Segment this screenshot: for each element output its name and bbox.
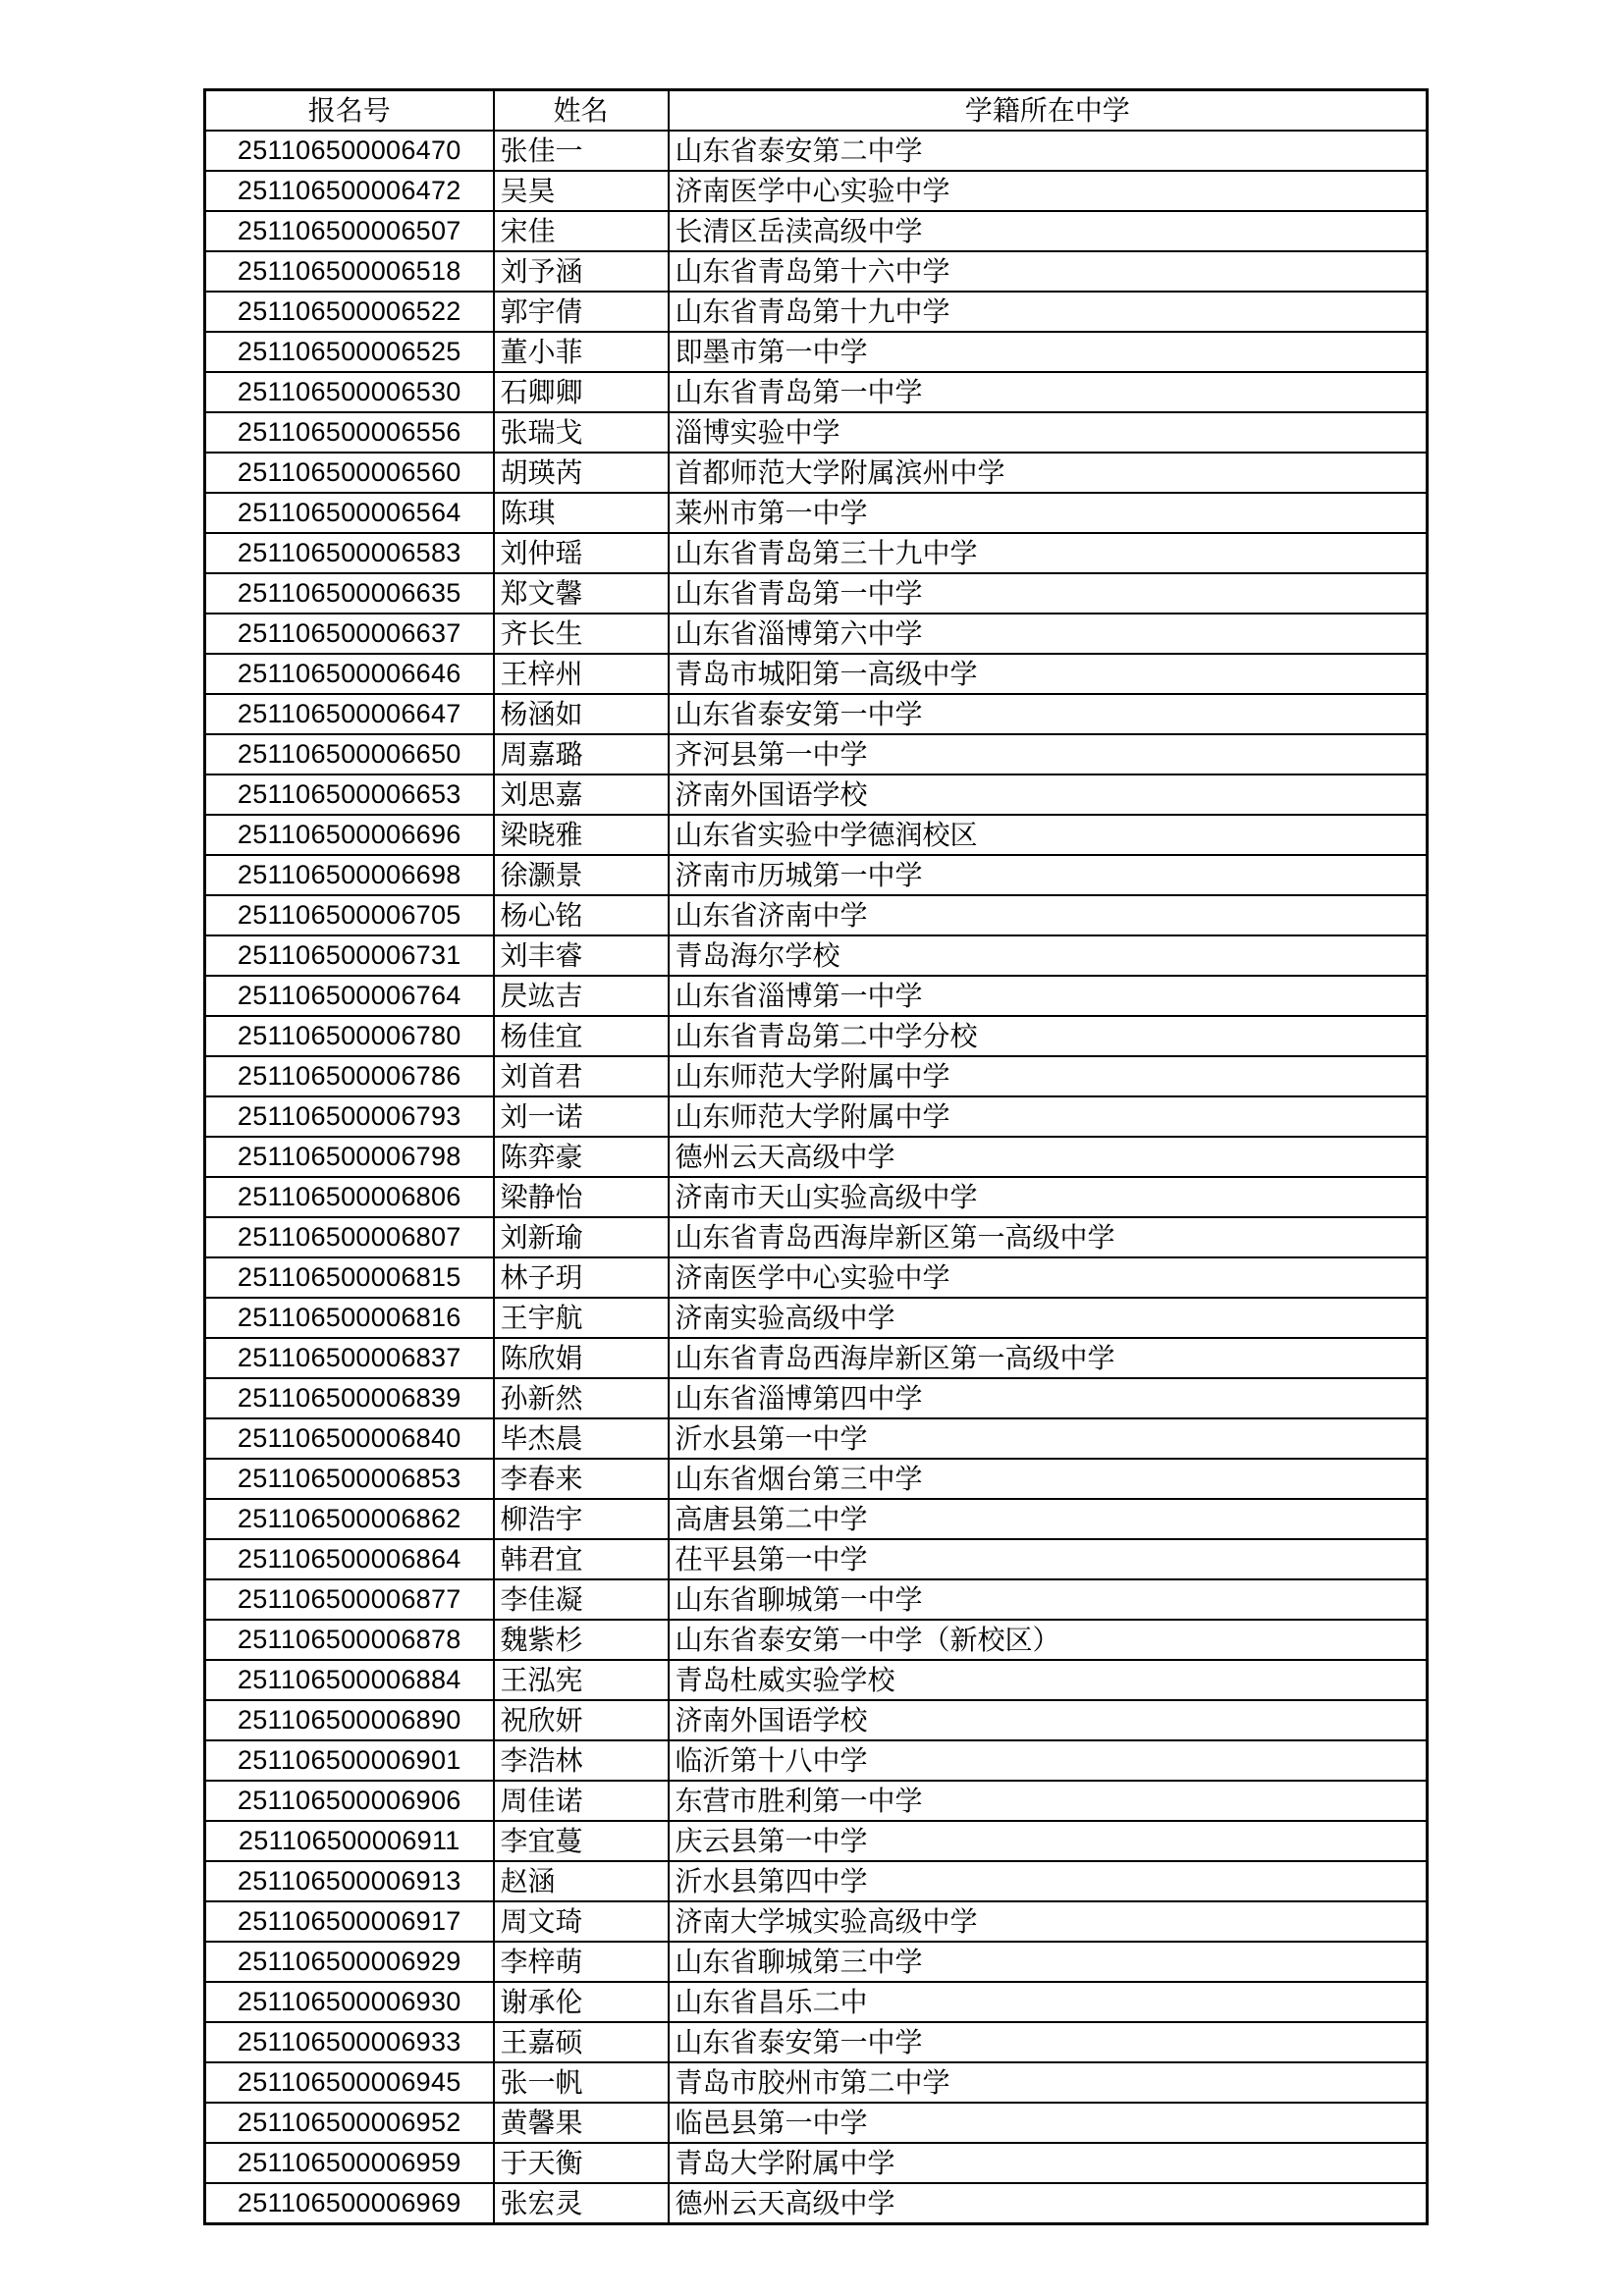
registration-number-cell: 251106500006906 [205, 1781, 494, 1821]
school-name-cell: 沂水县第一中学 [669, 1418, 1428, 1459]
registration-number-cell: 251106500006864 [205, 1539, 494, 1579]
student-name-cell: 刘丰睿 [494, 935, 669, 976]
roster-body [205, 131, 1428, 2224]
table-row [205, 1781, 1428, 1821]
registration-number-cell: 251106500006786 [205, 1056, 494, 1096]
student-name-cell: 林子玥 [494, 1257, 669, 1298]
table-row [205, 1137, 1428, 1177]
school-name-cell: 山东师范大学附属中学 [669, 1056, 1428, 1096]
school-name-cell: 山东省青岛西海岸新区第一高级中学 [669, 1338, 1428, 1378]
registration-number-cell: 251106500006780 [205, 1016, 494, 1056]
registration-number-cell: 251106500006646 [205, 654, 494, 694]
table-row [205, 211, 1428, 251]
table-row [205, 654, 1428, 694]
table-row [205, 292, 1428, 332]
registration-number-cell: 251106500006583 [205, 533, 494, 573]
student-name-cell: 黄馨果 [494, 2103, 669, 2143]
school-name-cell: 济南大学城实验高级中学 [669, 1901, 1428, 1942]
school-name-cell: 山东省淄博第六中学 [669, 614, 1428, 654]
roster-table [203, 88, 1429, 2225]
student-name-cell: 孙新然 [494, 1378, 669, 1418]
table-row [205, 895, 1428, 935]
registration-number-cell: 251106500006901 [205, 1740, 494, 1781]
registration-number-cell: 251106500006522 [205, 292, 494, 332]
registration-number-cell: 251106500006815 [205, 1257, 494, 1298]
school-name-cell: 德州云天高级中学 [669, 2183, 1428, 2224]
table-row [205, 1056, 1428, 1096]
school-name-cell: 山东省烟台第三中学 [669, 1459, 1428, 1499]
school-name-cell: 济南医学中心实验中学 [669, 1257, 1428, 1298]
registration-number-cell: 251106500006556 [205, 412, 494, 453]
registration-number-cell: 251106500006933 [205, 2022, 494, 2062]
school-name-cell: 山东省青岛西海岸新区第一高级中学 [669, 1217, 1428, 1257]
student-name-cell: 杨心铭 [494, 895, 669, 935]
table-row [205, 2022, 1428, 2062]
table-row [205, 1338, 1428, 1378]
student-name-cell: 柳浩宇 [494, 1499, 669, 1539]
table-row [205, 935, 1428, 976]
student-name-cell: 刘新瑜 [494, 1217, 669, 1257]
registration-number-cell: 251106500006959 [205, 2143, 494, 2183]
registration-number-cell: 251106500006764 [205, 976, 494, 1016]
student-name-cell: 王泓宪 [494, 1660, 669, 1700]
student-name-cell: 韩君宜 [494, 1539, 669, 1579]
student-name-cell: 赵涵 [494, 1861, 669, 1901]
student-name-cell: 李佳凝 [494, 1579, 669, 1620]
table-row [205, 1861, 1428, 1901]
table-row [205, 1257, 1428, 1298]
school-name-cell: 临沂第十八中学 [669, 1740, 1428, 1781]
student-name-cell: 周嘉璐 [494, 734, 669, 774]
table-row [205, 493, 1428, 533]
school-name-cell: 山东省济南中学 [669, 895, 1428, 935]
table-row [205, 251, 1428, 292]
table-row [205, 1700, 1428, 1740]
school-name-cell: 齐河县第一中学 [669, 734, 1428, 774]
table-row [205, 1620, 1428, 1660]
registration-number-cell: 251106500006731 [205, 935, 494, 976]
table-row [205, 332, 1428, 372]
registration-number-cell: 251106500006969 [205, 2183, 494, 2224]
student-name-cell: 董小菲 [494, 332, 669, 372]
header-school: 学籍所在中学 [669, 90, 1428, 132]
school-name-cell: 庆云县第一中学 [669, 1821, 1428, 1861]
student-name-cell: 杨涵如 [494, 694, 669, 734]
student-name-cell: 李春来 [494, 1459, 669, 1499]
registration-number-cell: 251106500006877 [205, 1579, 494, 1620]
school-name-cell: 东营市胜利第一中学 [669, 1781, 1428, 1821]
school-name-cell: 山东省聊城第一中学 [669, 1579, 1428, 1620]
registration-number-cell: 251106500006884 [205, 1660, 494, 1700]
student-name-cell: 刘仲瑶 [494, 533, 669, 573]
registration-number-cell: 251106500006698 [205, 855, 494, 895]
school-name-cell: 济南实验高级中学 [669, 1298, 1428, 1338]
registration-number-cell: 251106500006518 [205, 251, 494, 292]
registration-number-cell: 251106500006525 [205, 332, 494, 372]
table-row [205, 1901, 1428, 1942]
registration-number-cell: 251106500006807 [205, 1217, 494, 1257]
student-name-cell: 齐长生 [494, 614, 669, 654]
school-name-cell: 山东省青岛第三十九中学 [669, 533, 1428, 573]
school-name-cell: 山东省青岛第十九中学 [669, 292, 1428, 332]
student-name-cell: 王嘉硕 [494, 2022, 669, 2062]
student-name-cell: 李宜蔓 [494, 1821, 669, 1861]
school-name-cell: 山东省泰安第二中学 [669, 131, 1428, 171]
student-name-cell: 周佳诺 [494, 1781, 669, 1821]
student-name-cell: 周文琦 [494, 1901, 669, 1942]
student-name-cell: 张宏灵 [494, 2183, 669, 2224]
school-name-cell: 山东省淄博第四中学 [669, 1378, 1428, 1418]
student-name-cell: 刘一诺 [494, 1096, 669, 1137]
student-name-cell: 李梓萌 [494, 1942, 669, 1982]
school-name-cell: 青岛市城阳第一高级中学 [669, 654, 1428, 694]
registration-number-cell: 251106500006837 [205, 1338, 494, 1378]
registration-number-cell: 251106500006564 [205, 493, 494, 533]
student-name-cell: 徐灏景 [494, 855, 669, 895]
school-name-cell: 临邑县第一中学 [669, 2103, 1428, 2143]
school-name-cell: 山东省实验中学德润校区 [669, 815, 1428, 855]
school-name-cell: 长清区岳渎高级中学 [669, 211, 1428, 251]
registration-number-cell: 251106500006507 [205, 211, 494, 251]
registration-number-cell: 251106500006470 [205, 131, 494, 171]
registration-number-cell: 251106500006878 [205, 1620, 494, 1660]
table-row [205, 1660, 1428, 1700]
school-name-cell: 淄博实验中学 [669, 412, 1428, 453]
student-name-cell: 杨佳宜 [494, 1016, 669, 1056]
school-name-cell: 济南市天山实验高级中学 [669, 1177, 1428, 1217]
student-name-cell: 张一帆 [494, 2062, 669, 2103]
registration-number-cell: 251106500006890 [205, 1700, 494, 1740]
school-name-cell: 山东省泰安第一中学 [669, 694, 1428, 734]
table-row [205, 855, 1428, 895]
table-row [205, 1942, 1428, 1982]
table-row [205, 976, 1428, 1016]
school-name-cell: 山东省聊城第三中学 [669, 1942, 1428, 1982]
table-row [205, 1579, 1428, 1620]
table-row [205, 2062, 1428, 2103]
table-row [205, 1982, 1428, 2022]
table-row [205, 1378, 1428, 1418]
table-row [205, 1459, 1428, 1499]
registration-number-cell: 251106500006911 [205, 1821, 494, 1861]
student-name-cell: 魏紫杉 [494, 1620, 669, 1660]
student-name-cell: 昃竑吉 [494, 976, 669, 1016]
school-name-cell: 山东省淄博第一中学 [669, 976, 1428, 1016]
student-name-cell: 李浩林 [494, 1740, 669, 1781]
registration-number-cell: 251106500006560 [205, 453, 494, 493]
school-name-cell: 山东师范大学附属中学 [669, 1096, 1428, 1137]
student-name-cell: 梁静怡 [494, 1177, 669, 1217]
registration-number-cell: 251106500006635 [205, 573, 494, 614]
student-name-cell: 陈琪 [494, 493, 669, 533]
registration-number-cell: 251106500006853 [205, 1459, 494, 1499]
school-name-cell: 青岛海尔学校 [669, 935, 1428, 976]
registration-number-cell: 251106500006793 [205, 1096, 494, 1137]
school-name-cell: 山东省青岛第十六中学 [669, 251, 1428, 292]
school-name-cell: 山东省青岛第一中学 [669, 573, 1428, 614]
student-name-cell: 王宇航 [494, 1298, 669, 1338]
student-name-cell: 毕杰晨 [494, 1418, 669, 1459]
student-name-cell: 陈弈豪 [494, 1137, 669, 1177]
registration-number-cell: 251106500006798 [205, 1137, 494, 1177]
registration-number-cell: 251106500006917 [205, 1901, 494, 1942]
registration-number-cell: 251106500006913 [205, 1861, 494, 1901]
registration-number-cell: 251106500006806 [205, 1177, 494, 1217]
student-name-cell: 祝欣妍 [494, 1700, 669, 1740]
registration-number-cell: 251106500006705 [205, 895, 494, 935]
school-name-cell: 山东省泰安第一中学 [669, 2022, 1428, 2062]
registration-number-cell: 251106500006862 [205, 1499, 494, 1539]
table-row [205, 1096, 1428, 1137]
header-name: 姓名 [494, 90, 669, 132]
school-name-cell: 首都师范大学附属滨州中学 [669, 453, 1428, 493]
registration-number-cell: 251106500006930 [205, 1982, 494, 2022]
student-name-cell: 王梓州 [494, 654, 669, 694]
student-name-cell: 刘予涵 [494, 251, 669, 292]
table-row [205, 412, 1428, 453]
student-name-cell: 张瑞戈 [494, 412, 669, 453]
student-name-cell: 郑文馨 [494, 573, 669, 614]
school-name-cell: 山东省昌乐二中 [669, 1982, 1428, 2022]
school-name-cell: 济南外国语学校 [669, 774, 1428, 815]
table-row [205, 774, 1428, 815]
school-name-cell: 莱州市第一中学 [669, 493, 1428, 533]
school-name-cell: 德州云天高级中学 [669, 1137, 1428, 1177]
school-name-cell: 青岛大学附属中学 [669, 2143, 1428, 2183]
school-name-cell: 山东省青岛第一中学 [669, 372, 1428, 412]
table-row [205, 2183, 1428, 2224]
header-registration-number: 报名号 [205, 90, 494, 132]
student-name-cell: 于天衡 [494, 2143, 669, 2183]
school-name-cell: 济南市历城第一中学 [669, 855, 1428, 895]
school-name-cell: 即墨市第一中学 [669, 332, 1428, 372]
table-row [205, 131, 1428, 171]
registration-number-cell: 251106500006696 [205, 815, 494, 855]
student-name-cell: 宋佳 [494, 211, 669, 251]
table-row [205, 694, 1428, 734]
table-row [205, 1499, 1428, 1539]
registration-number-cell: 251106500006647 [205, 694, 494, 734]
registration-number-cell: 251106500006952 [205, 2103, 494, 2143]
student-name-cell: 刘首君 [494, 1056, 669, 1096]
table-row [205, 1177, 1428, 1217]
table-row [205, 815, 1428, 855]
school-name-cell: 沂水县第四中学 [669, 1861, 1428, 1901]
registration-number-cell: 251106500006929 [205, 1942, 494, 1982]
student-name-cell: 胡瑛芮 [494, 453, 669, 493]
school-name-cell: 高唐县第二中学 [669, 1499, 1428, 1539]
registration-number-cell: 251106500006945 [205, 2062, 494, 2103]
registration-number-cell: 251106500006653 [205, 774, 494, 815]
table-row [205, 2103, 1428, 2143]
registration-number-cell: 251106500006840 [205, 1418, 494, 1459]
registration-number-cell: 251106500006816 [205, 1298, 494, 1338]
registration-number-cell: 251106500006650 [205, 734, 494, 774]
table-row [205, 1539, 1428, 1579]
table-row [205, 533, 1428, 573]
table-row [205, 171, 1428, 211]
school-name-cell: 青岛杜威实验学校 [669, 1660, 1428, 1700]
registration-number-cell: 251106500006530 [205, 372, 494, 412]
table-row [205, 2143, 1428, 2183]
table-row [205, 1217, 1428, 1257]
school-name-cell: 济南外国语学校 [669, 1700, 1428, 1740]
student-name-cell: 吴昊 [494, 171, 669, 211]
header-row [205, 90, 1428, 132]
table-row [205, 1821, 1428, 1861]
school-name-cell: 济南医学中心实验中学 [669, 171, 1428, 211]
table-row [205, 453, 1428, 493]
table-row [205, 1418, 1428, 1459]
student-name-cell: 谢承伦 [494, 1982, 669, 2022]
school-name-cell: 青岛市胶州市第二中学 [669, 2062, 1428, 2103]
student-name-cell: 梁晓雅 [494, 815, 669, 855]
student-name-cell: 张佳一 [494, 131, 669, 171]
registration-number-cell: 251106500006637 [205, 614, 494, 654]
registration-number-cell: 251106500006472 [205, 171, 494, 211]
school-name-cell: 茌平县第一中学 [669, 1539, 1428, 1579]
table-row [205, 573, 1428, 614]
table-row [205, 372, 1428, 412]
table-row [205, 1016, 1428, 1056]
table-row [205, 1298, 1428, 1338]
table-row [205, 614, 1428, 654]
student-name-cell: 陈欣娟 [494, 1338, 669, 1378]
school-name-cell: 山东省泰安第一中学（新校区） [669, 1620, 1428, 1660]
student-name-cell: 石卿卿 [494, 372, 669, 412]
registration-number-cell: 251106500006839 [205, 1378, 494, 1418]
student-name-cell: 刘思嘉 [494, 774, 669, 815]
table-row [205, 1740, 1428, 1781]
table-row [205, 734, 1428, 774]
school-name-cell: 山东省青岛第二中学分校 [669, 1016, 1428, 1056]
student-name-cell: 郭宇倩 [494, 292, 669, 332]
